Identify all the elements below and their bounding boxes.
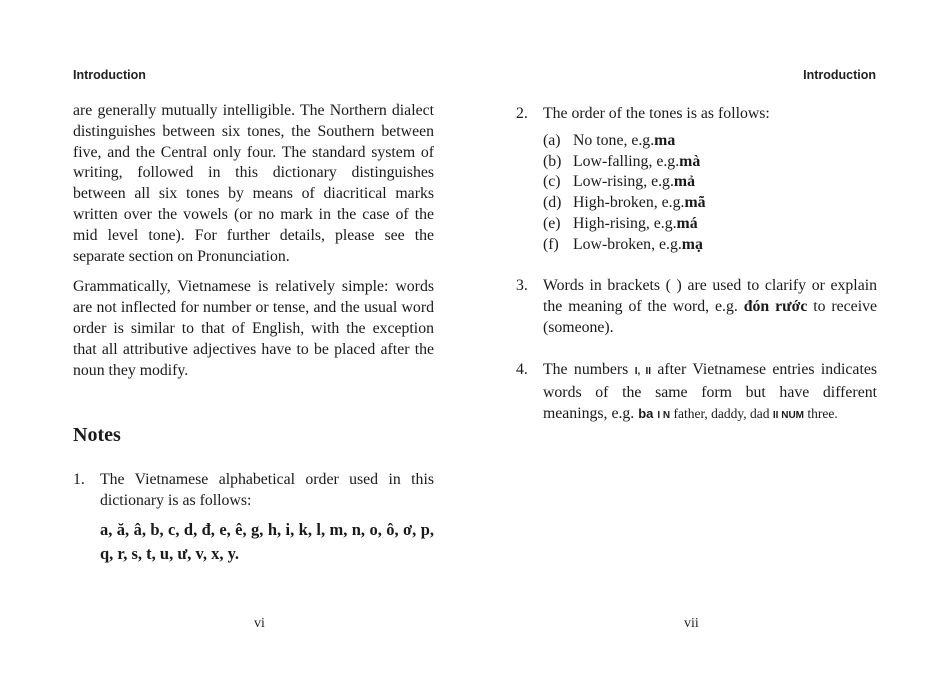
tone-item: (a) No tone, e.g. ma xyxy=(543,131,676,149)
note-1-number: 1. xyxy=(73,471,85,488)
right-page xyxy=(475,0,950,688)
note-2-number: 2. xyxy=(516,105,528,122)
note-3-text: Words in brackets ( ) are used to clarify or explain the meaning of the word, e.g. đón rước to receive (someone). xyxy=(543,277,877,336)
tone-item: (b) Low-falling, e.g. mà xyxy=(543,152,701,170)
note-1-text: The Vietnamese alphabetical order used in this dictionary is as follows: xyxy=(100,471,434,509)
tone-item: (d) High-broken, e.g. mã xyxy=(543,194,706,212)
alphabet-list: a, ă, â, b, c, d, đ, e, ê, g, h, i, k, l, m, n, o, ô, ơ, p, q, r, s, t, u, ư, v, x, y. xyxy=(100,519,434,563)
note-2-text: The order of the tones is as follows: xyxy=(543,105,770,122)
notes-heading: Notes xyxy=(73,424,121,446)
note-4-number: 4. xyxy=(516,361,528,378)
note-3-number: 3. xyxy=(516,277,528,294)
tone-list xyxy=(543,131,877,256)
intro-body xyxy=(73,101,434,391)
intro-paragraph-1: are generally mutually intelligible. The Northern dialect distinguishes between six tones, the Southern between five, and the Central only four. The standard system of writing, followed in this dictionary distinguishes between all six tones by means of diacritical marks written over the vowels (or no mark in the case of the mid level tone). For further details, please see the separate section on Pronunciation. xyxy=(73,102,434,265)
note-4 xyxy=(516,360,877,426)
note-3 xyxy=(516,276,877,338)
running-header-left: Introduction xyxy=(73,68,146,82)
note-4-text: The numbers I, II after Vietnamese entries indicates words of the same form but have different meanings, e.g. ba I N father, daddy, dad II NUM three. xyxy=(543,361,877,422)
note-1 xyxy=(73,470,434,566)
page-number-left: vi xyxy=(254,616,265,631)
tone-item: (f) Low-broken, e.g. mạ xyxy=(543,235,703,253)
tone-item: (c) Low-rising, e.g. mả xyxy=(543,173,695,191)
page-number-right: vii xyxy=(684,616,699,631)
note-2 xyxy=(516,104,877,256)
tone-item: (e) High-rising, e.g. má xyxy=(543,214,698,232)
running-header-right: Introduction xyxy=(803,68,876,82)
intro-paragraph-2: Grammatically, Vietnamese is relatively simple: words are not inflected for number or tense, and the usual word order is similar to that of English, with the exception that all attributive adjectives have to be placed after the noun they modify. xyxy=(73,278,434,379)
